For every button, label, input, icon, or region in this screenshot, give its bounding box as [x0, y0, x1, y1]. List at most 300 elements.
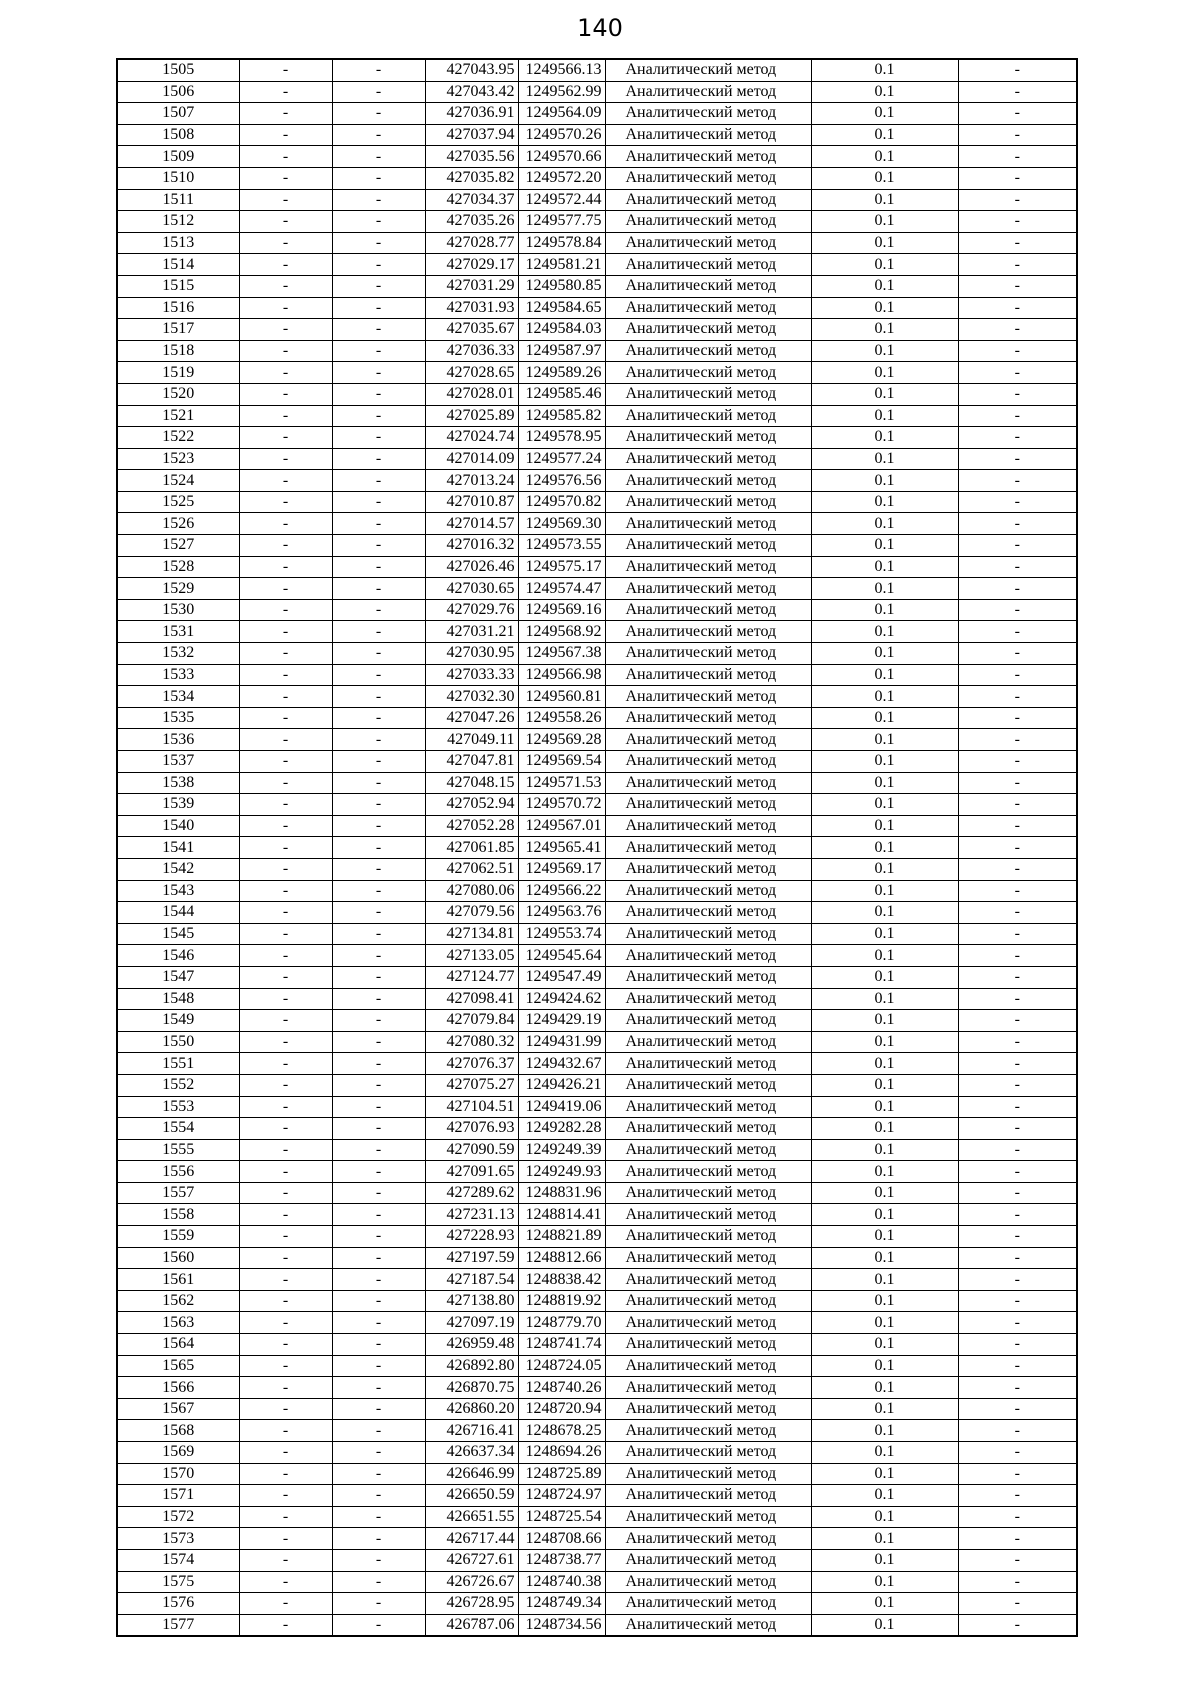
method: Аналитический метод — [605, 664, 811, 686]
x-coordinate: 427133.05 — [425, 945, 518, 967]
cell-empty-c: - — [958, 383, 1077, 405]
method: Аналитический метод — [605, 794, 811, 816]
cell-empty-c: - — [958, 1506, 1077, 1528]
cell-empty-a: - — [239, 1334, 332, 1356]
cell-empty-c: - — [958, 340, 1077, 362]
x-coordinate: 427076.93 — [425, 1118, 518, 1140]
cell-empty-a: - — [239, 1096, 332, 1118]
table-row — [117, 1226, 1077, 1248]
x-coordinate: 426728.95 — [425, 1593, 518, 1615]
y-coordinate: 1249282.28 — [518, 1118, 605, 1140]
table-row — [117, 1593, 1077, 1615]
cell-empty-a: - — [239, 275, 332, 297]
table-row — [117, 556, 1077, 578]
table-row — [117, 1571, 1077, 1593]
point-number: 1520 — [117, 383, 239, 405]
cell-empty-b: - — [332, 1420, 425, 1442]
method: Аналитический метод — [605, 254, 811, 276]
cell-empty-b: - — [332, 1312, 425, 1334]
point-number: 1551 — [117, 1053, 239, 1075]
accuracy: 0.1 — [811, 815, 958, 837]
cell-empty-b: - — [332, 103, 425, 125]
table-row — [117, 1463, 1077, 1485]
method: Аналитический метод — [605, 923, 811, 945]
cell-empty-b: - — [332, 1161, 425, 1183]
point-number: 1552 — [117, 1074, 239, 1096]
y-coordinate: 1248734.56 — [518, 1614, 605, 1636]
cell-empty-a: - — [239, 988, 332, 1010]
x-coordinate: 427028.01 — [425, 383, 518, 405]
accuracy: 0.1 — [811, 1420, 958, 1442]
point-number: 1547 — [117, 966, 239, 988]
x-coordinate: 427014.57 — [425, 513, 518, 535]
cell-empty-b: - — [332, 1334, 425, 1356]
point-number: 1522 — [117, 427, 239, 449]
y-coordinate: 1249431.99 — [518, 1031, 605, 1053]
point-number: 1565 — [117, 1355, 239, 1377]
method: Аналитический метод — [605, 729, 811, 751]
cell-empty-a: - — [239, 513, 332, 535]
cell-empty-a: - — [239, 923, 332, 945]
cell-empty-c: - — [958, 945, 1077, 967]
accuracy: 0.1 — [811, 599, 958, 621]
cell-empty-c: - — [958, 1031, 1077, 1053]
cell-empty-c: - — [958, 103, 1077, 125]
accuracy: 0.1 — [811, 1312, 958, 1334]
accuracy: 0.1 — [811, 1247, 958, 1269]
y-coordinate: 1249568.92 — [518, 621, 605, 643]
cell-empty-c: - — [958, 966, 1077, 988]
table-row — [117, 1053, 1077, 1075]
point-number: 1521 — [117, 405, 239, 427]
x-coordinate: 427047.81 — [425, 751, 518, 773]
cell-empty-b: - — [332, 643, 425, 665]
x-coordinate: 427031.29 — [425, 275, 518, 297]
accuracy: 0.1 — [811, 729, 958, 751]
cell-empty-a: - — [239, 535, 332, 557]
accuracy: 0.1 — [811, 1463, 958, 1485]
table-row — [117, 146, 1077, 168]
y-coordinate: 1249249.39 — [518, 1139, 605, 1161]
method: Аналитический метод — [605, 772, 811, 794]
method: Аналитический метод — [605, 1355, 811, 1377]
point-number: 1566 — [117, 1377, 239, 1399]
method: Аналитический метод — [605, 686, 811, 708]
x-coordinate: 427134.81 — [425, 923, 518, 945]
method: Аналитический метод — [605, 1528, 811, 1550]
cell-empty-c: - — [958, 664, 1077, 686]
accuracy: 0.1 — [811, 1398, 958, 1420]
table-row — [117, 340, 1077, 362]
point-number: 1561 — [117, 1269, 239, 1291]
accuracy: 0.1 — [811, 1528, 958, 1550]
cell-empty-a: - — [239, 1506, 332, 1528]
y-coordinate: 1249419.06 — [518, 1096, 605, 1118]
x-coordinate: 426716.41 — [425, 1420, 518, 1442]
x-coordinate: 427014.09 — [425, 448, 518, 470]
cell-empty-b: - — [332, 1247, 425, 1269]
method: Аналитический метод — [605, 491, 811, 513]
point-number: 1559 — [117, 1226, 239, 1248]
y-coordinate: 1249564.09 — [518, 103, 605, 125]
y-coordinate: 1248821.89 — [518, 1226, 605, 1248]
cell-empty-a: - — [239, 405, 332, 427]
accuracy: 0.1 — [811, 297, 958, 319]
x-coordinate: 427010.87 — [425, 491, 518, 513]
accuracy: 0.1 — [811, 254, 958, 276]
method: Аналитический метод — [605, 470, 811, 492]
table-row — [117, 1074, 1077, 1096]
cell-empty-b: - — [332, 1096, 425, 1118]
cell-empty-a: - — [239, 124, 332, 146]
accuracy: 0.1 — [811, 535, 958, 557]
method: Аналитический метод — [605, 1614, 811, 1636]
accuracy: 0.1 — [811, 319, 958, 341]
cell-empty-c: - — [958, 513, 1077, 535]
y-coordinate: 1249580.85 — [518, 275, 605, 297]
cell-empty-c: - — [958, 1485, 1077, 1507]
cell-empty-a: - — [239, 1312, 332, 1334]
cell-empty-b: - — [332, 1269, 425, 1291]
x-coordinate: 427062.51 — [425, 858, 518, 880]
cell-empty-c: - — [958, 81, 1077, 103]
y-coordinate: 1249432.67 — [518, 1053, 605, 1075]
cell-empty-a: - — [239, 189, 332, 211]
x-coordinate: 426717.44 — [425, 1528, 518, 1550]
cell-empty-c: - — [958, 470, 1077, 492]
x-coordinate: 426727.61 — [425, 1549, 518, 1571]
table-row — [117, 427, 1077, 449]
method: Аналитический метод — [605, 1485, 811, 1507]
table-row — [117, 470, 1077, 492]
accuracy: 0.1 — [811, 1442, 958, 1464]
point-number: 1535 — [117, 707, 239, 729]
method: Аналитический метод — [605, 362, 811, 384]
cell-empty-b: - — [332, 707, 425, 729]
cell-empty-a: - — [239, 362, 332, 384]
table-row — [117, 1247, 1077, 1269]
cell-empty-a: - — [239, 1031, 332, 1053]
table-row — [117, 1506, 1077, 1528]
y-coordinate: 1248814.41 — [518, 1204, 605, 1226]
cell-empty-c: - — [958, 794, 1077, 816]
y-coordinate: 1249563.76 — [518, 902, 605, 924]
cell-empty-a: - — [239, 772, 332, 794]
table-row — [117, 362, 1077, 384]
accuracy: 0.1 — [811, 189, 958, 211]
cell-empty-c: - — [958, 1334, 1077, 1356]
table-row — [117, 902, 1077, 924]
table-row — [117, 707, 1077, 729]
cell-empty-b: - — [332, 1485, 425, 1507]
cell-empty-c: - — [958, 1398, 1077, 1420]
point-number: 1507 — [117, 103, 239, 125]
method: Аналитический метод — [605, 1010, 811, 1032]
point-number: 1509 — [117, 146, 239, 168]
accuracy: 0.1 — [811, 772, 958, 794]
cell-empty-c: - — [958, 1463, 1077, 1485]
x-coordinate: 427047.26 — [425, 707, 518, 729]
accuracy: 0.1 — [811, 837, 958, 859]
point-number: 1558 — [117, 1204, 239, 1226]
y-coordinate: 1249560.81 — [518, 686, 605, 708]
cell-empty-b: - — [332, 1506, 425, 1528]
x-coordinate: 426646.99 — [425, 1463, 518, 1485]
cell-empty-c: - — [958, 1549, 1077, 1571]
table-row — [117, 59, 1077, 81]
accuracy: 0.1 — [811, 1010, 958, 1032]
method: Аналитический метод — [605, 232, 811, 254]
cell-empty-b: - — [332, 535, 425, 557]
accuracy: 0.1 — [811, 448, 958, 470]
coordinates-table — [116, 58, 1078, 1637]
cell-empty-a: - — [239, 1398, 332, 1420]
x-coordinate: 427024.74 — [425, 427, 518, 449]
point-number: 1550 — [117, 1031, 239, 1053]
cell-empty-b: - — [332, 837, 425, 859]
cell-empty-a: - — [239, 599, 332, 621]
cell-empty-b: - — [332, 988, 425, 1010]
point-number: 1513 — [117, 232, 239, 254]
point-number: 1549 — [117, 1010, 239, 1032]
point-number: 1510 — [117, 167, 239, 189]
cell-empty-c: - — [958, 815, 1077, 837]
accuracy: 0.1 — [811, 383, 958, 405]
cell-empty-c: - — [958, 556, 1077, 578]
table-row — [117, 1204, 1077, 1226]
cell-empty-c: - — [958, 599, 1077, 621]
x-coordinate: 427052.28 — [425, 815, 518, 837]
accuracy: 0.1 — [811, 1182, 958, 1204]
method: Аналитический метод — [605, 599, 811, 621]
table-row — [117, 815, 1077, 837]
y-coordinate: 1248740.26 — [518, 1377, 605, 1399]
method: Аналитический метод — [605, 340, 811, 362]
cell-empty-b: - — [332, 945, 425, 967]
point-number: 1545 — [117, 923, 239, 945]
accuracy: 0.1 — [811, 664, 958, 686]
cell-empty-b: - — [332, 599, 425, 621]
cell-empty-c: - — [958, 275, 1077, 297]
accuracy: 0.1 — [811, 923, 958, 945]
y-coordinate: 1249565.41 — [518, 837, 605, 859]
accuracy: 0.1 — [811, 1096, 958, 1118]
cell-empty-a: - — [239, 319, 332, 341]
x-coordinate: 427035.67 — [425, 319, 518, 341]
y-coordinate: 1248678.25 — [518, 1420, 605, 1442]
table-row — [117, 1118, 1077, 1140]
point-number: 1526 — [117, 513, 239, 535]
cell-empty-a: - — [239, 1010, 332, 1032]
y-coordinate: 1249426.21 — [518, 1074, 605, 1096]
table-row — [117, 1528, 1077, 1550]
method: Аналитический метод — [605, 578, 811, 600]
method: Аналитический метод — [605, 535, 811, 557]
x-coordinate: 427080.06 — [425, 880, 518, 902]
cell-empty-a: - — [239, 1118, 332, 1140]
method: Аналитический метод — [605, 1593, 811, 1615]
method: Аналитический метод — [605, 189, 811, 211]
method: Аналитический метод — [605, 902, 811, 924]
cell-empty-a: - — [239, 81, 332, 103]
accuracy: 0.1 — [811, 1204, 958, 1226]
cell-empty-c: - — [958, 837, 1077, 859]
accuracy: 0.1 — [811, 146, 958, 168]
method: Аналитический метод — [605, 81, 811, 103]
point-number: 1528 — [117, 556, 239, 578]
point-number: 1536 — [117, 729, 239, 751]
cell-empty-a: - — [239, 1226, 332, 1248]
accuracy: 0.1 — [811, 1118, 958, 1140]
table-row — [117, 319, 1077, 341]
table-row — [117, 686, 1077, 708]
cell-empty-c: - — [958, 232, 1077, 254]
table-row — [117, 103, 1077, 125]
y-coordinate: 1248694.26 — [518, 1442, 605, 1464]
x-coordinate: 427025.89 — [425, 405, 518, 427]
point-number: 1519 — [117, 362, 239, 384]
method: Аналитический метод — [605, 1226, 811, 1248]
method: Аналитический метод — [605, 880, 811, 902]
cell-empty-b: - — [332, 383, 425, 405]
point-number: 1541 — [117, 837, 239, 859]
x-coordinate: 427029.76 — [425, 599, 518, 621]
y-coordinate: 1249575.17 — [518, 556, 605, 578]
table-row — [117, 211, 1077, 233]
cell-empty-c: - — [958, 1312, 1077, 1334]
cell-empty-b: - — [332, 1398, 425, 1420]
x-coordinate: 427035.82 — [425, 167, 518, 189]
table-row — [117, 1010, 1077, 1032]
y-coordinate: 1249562.99 — [518, 81, 605, 103]
x-coordinate: 427098.41 — [425, 988, 518, 1010]
y-coordinate: 1248831.96 — [518, 1182, 605, 1204]
cell-empty-a: - — [239, 427, 332, 449]
cell-empty-c: - — [958, 211, 1077, 233]
accuracy: 0.1 — [811, 362, 958, 384]
accuracy: 0.1 — [811, 686, 958, 708]
table-row — [117, 751, 1077, 773]
point-number: 1530 — [117, 599, 239, 621]
x-coordinate: 427031.21 — [425, 621, 518, 643]
table-row — [117, 664, 1077, 686]
accuracy: 0.1 — [811, 405, 958, 427]
method: Аналитический метод — [605, 1571, 811, 1593]
accuracy: 0.1 — [811, 1614, 958, 1636]
cell-empty-a: - — [239, 383, 332, 405]
y-coordinate: 1248725.89 — [518, 1463, 605, 1485]
cell-empty-c: - — [958, 1139, 1077, 1161]
cell-empty-c: - — [958, 729, 1077, 751]
cell-empty-a: - — [239, 686, 332, 708]
y-coordinate: 1248724.97 — [518, 1485, 605, 1507]
page-number: 140 — [577, 14, 623, 42]
table-row — [117, 405, 1077, 427]
y-coordinate: 1249569.17 — [518, 858, 605, 880]
y-coordinate: 1249584.03 — [518, 319, 605, 341]
cell-empty-b: - — [332, 1118, 425, 1140]
cell-empty-b: - — [332, 1139, 425, 1161]
cell-empty-b: - — [332, 772, 425, 794]
cell-empty-b: - — [332, 1355, 425, 1377]
y-coordinate: 1248819.92 — [518, 1290, 605, 1312]
cell-empty-c: - — [958, 146, 1077, 168]
table-row — [117, 945, 1077, 967]
table-row — [117, 966, 1077, 988]
x-coordinate: 427138.80 — [425, 1290, 518, 1312]
x-coordinate: 427036.91 — [425, 103, 518, 125]
cell-empty-a: - — [239, 1053, 332, 1075]
method: Аналитический метод — [605, 1074, 811, 1096]
y-coordinate: 1249569.54 — [518, 751, 605, 773]
cell-empty-b: - — [332, 923, 425, 945]
accuracy: 0.1 — [811, 1334, 958, 1356]
cell-empty-c: - — [958, 1096, 1077, 1118]
cell-empty-a: - — [239, 1549, 332, 1571]
cell-empty-b: - — [332, 966, 425, 988]
x-coordinate: 426651.55 — [425, 1506, 518, 1528]
point-number: 1554 — [117, 1118, 239, 1140]
accuracy: 0.1 — [811, 621, 958, 643]
cell-empty-b: - — [332, 1010, 425, 1032]
table-row — [117, 1312, 1077, 1334]
x-coordinate: 426959.48 — [425, 1334, 518, 1356]
accuracy: 0.1 — [811, 167, 958, 189]
cell-empty-b: - — [332, 146, 425, 168]
x-coordinate: 426787.06 — [425, 1614, 518, 1636]
method: Аналитический метод — [605, 297, 811, 319]
cell-empty-c: - — [958, 448, 1077, 470]
point-number: 1544 — [117, 902, 239, 924]
cell-empty-c: - — [958, 124, 1077, 146]
x-coordinate: 426726.67 — [425, 1571, 518, 1593]
method: Аналитический метод — [605, 815, 811, 837]
table-row — [117, 232, 1077, 254]
method: Аналитический метод — [605, 837, 811, 859]
cell-empty-b: - — [332, 340, 425, 362]
point-number: 1517 — [117, 319, 239, 341]
cell-empty-b: - — [332, 1442, 425, 1464]
accuracy: 0.1 — [811, 902, 958, 924]
point-number: 1515 — [117, 275, 239, 297]
x-coordinate: 427043.95 — [425, 59, 518, 81]
x-coordinate: 427036.33 — [425, 340, 518, 362]
point-number: 1555 — [117, 1139, 239, 1161]
y-coordinate: 1249570.82 — [518, 491, 605, 513]
cell-empty-b: - — [332, 1549, 425, 1571]
method: Аналитический метод — [605, 966, 811, 988]
y-coordinate: 1249585.46 — [518, 383, 605, 405]
cell-empty-a: - — [239, 211, 332, 233]
cell-empty-c: - — [958, 1290, 1077, 1312]
cell-empty-b: - — [332, 275, 425, 297]
y-coordinate: 1249249.93 — [518, 1161, 605, 1183]
cell-empty-a: - — [239, 966, 332, 988]
cell-empty-c: - — [958, 1528, 1077, 1550]
cell-empty-b: - — [332, 578, 425, 600]
cell-empty-a: - — [239, 1247, 332, 1269]
y-coordinate: 1249558.26 — [518, 707, 605, 729]
accuracy: 0.1 — [811, 858, 958, 880]
x-coordinate: 426892.80 — [425, 1355, 518, 1377]
point-number: 1506 — [117, 81, 239, 103]
cell-empty-a: - — [239, 1420, 332, 1442]
point-number: 1523 — [117, 448, 239, 470]
cell-empty-b: - — [332, 686, 425, 708]
cell-empty-a: - — [239, 880, 332, 902]
table-row — [117, 491, 1077, 513]
cell-empty-a: - — [239, 59, 332, 81]
